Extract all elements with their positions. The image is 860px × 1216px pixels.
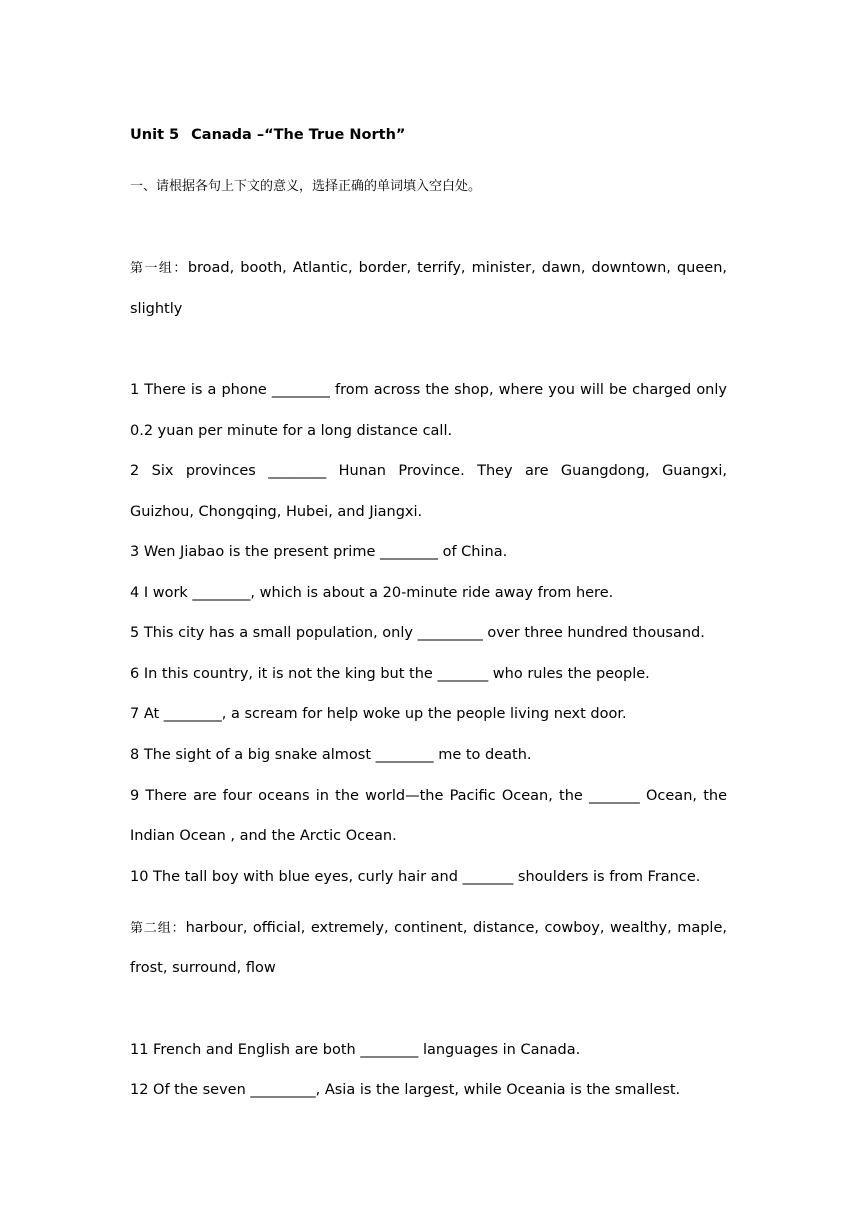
question-9-line1: 9 There are four oceans in the world—the Pacific Ocean, the _______ Ocean, the — [130, 788, 727, 804]
page-title — [130, 125, 727, 145]
group1-label: 第一组： — [130, 261, 188, 276]
group1-words-line1: broad, booth, Atlantic, border, terrify, minister, dawn, downtown, queen, — [187, 260, 727, 276]
question-4: 4 I work ________, which is about a 20-minute ride away from here. — [130, 585, 614, 601]
question-1-line2: 0.2 yuan per minute for a long distance call. — [130, 423, 453, 439]
question-10: 10 The tall boy with blue eyes, curly hair and _______ shoulders is from France. — [130, 869, 701, 885]
unit-name: Canada –“The True North” — [191, 127, 406, 143]
instruction: 一、请根据各句上下文的意义，选择正确的单词填入空白处。 — [130, 179, 482, 194]
group2-words-line1: harbour, official, extremely, continent, distance, cowboy, wealthy, maple, — [185, 920, 727, 936]
question-2-line2: Guizhou, Chongqing, Hubei, and Jiangxi. — [130, 504, 423, 520]
question-2-line1: 2 Six provinces ________ Hunan Province. They are Guangdong, Guangxi, — [130, 463, 727, 479]
group1-words-line2: slightly — [130, 301, 183, 317]
question-8: 8 The sight of a big snake almost ________ me to death. — [130, 747, 532, 763]
question-9-line2: Indian Ocean , and the Arctic Ocean. — [130, 828, 397, 844]
group2-words-line2: frost, surround, flow — [130, 960, 276, 976]
unit-number: Unit 5 — [130, 127, 180, 143]
group1-word-bank — [130, 258, 727, 279]
question-5: 5 This city has a small population, only _________ over three hundred thousand. — [130, 625, 705, 641]
group2-label: 第二组： — [130, 921, 186, 936]
question-12: 12 Of the seven _________, Asia is the largest, while Oceania is the smallest. — [130, 1082, 681, 1098]
question-3: 3 Wen Jiabao is the present prime ________ of China. — [130, 544, 508, 560]
question-1-line1: 1 There is a phone ________ from across the shop, where you will be charged only — [130, 382, 727, 398]
group2-word-bank — [130, 918, 727, 939]
question-11: 11 French and English are both ________ languages in Canada. — [130, 1042, 581, 1058]
question-6: 6 In this country, it is not the king but the _______ who rules the people. — [130, 666, 650, 682]
question-7: 7 At ________, a scream for help woke up the people living next door. — [130, 706, 627, 722]
